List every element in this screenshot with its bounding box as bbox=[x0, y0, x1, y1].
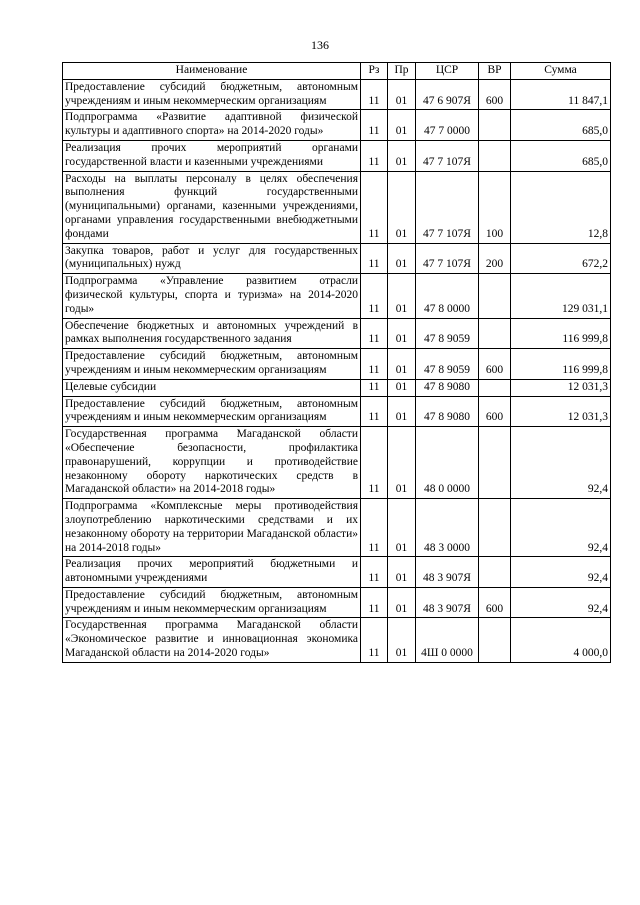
row-rz: 11 bbox=[361, 140, 388, 171]
row-sum: 685,0 bbox=[511, 140, 611, 171]
row-pr: 01 bbox=[388, 110, 416, 141]
row-csr: 47 8 9080 bbox=[416, 379, 479, 396]
row-vr bbox=[479, 140, 511, 171]
row-csr: 48 0 0000 bbox=[416, 427, 479, 499]
row-pr: 01 bbox=[388, 379, 416, 396]
row-csr: 48 3 907Я bbox=[416, 557, 479, 588]
row-pr: 01 bbox=[388, 243, 416, 274]
row-vr: 100 bbox=[479, 171, 511, 243]
row-name: Расходы на выплаты персоналу в целях обеспечения выполнения функций государственными (муниципальными) органами, казенными учреждениями, органами управления государственными внебюджетными фондами bbox=[63, 171, 361, 243]
header-pr: Пр bbox=[388, 63, 416, 80]
row-csr: 47 7 107Я bbox=[416, 243, 479, 274]
row-pr: 01 bbox=[388, 171, 416, 243]
row-rz: 11 bbox=[361, 110, 388, 141]
row-csr: 4Ш 0 0000 bbox=[416, 618, 479, 662]
row-rz: 11 bbox=[361, 396, 388, 427]
row-csr: 47 6 907Я bbox=[416, 79, 479, 110]
page-number: 136 bbox=[311, 38, 329, 52]
row-csr: 47 8 9059 bbox=[416, 318, 479, 349]
row-vr bbox=[479, 557, 511, 588]
row-csr: 47 8 9059 bbox=[416, 349, 479, 380]
header-sum: Сумма bbox=[511, 63, 611, 80]
row-pr: 01 bbox=[388, 396, 416, 427]
row-name: Предоставление субсидий бюджетным, автономным учреждениям и иным некоммерческим организациям bbox=[63, 79, 361, 110]
table-header-row bbox=[63, 63, 611, 80]
row-name: Реализация прочих мероприятий органами государственной власти и казенными учреждениями bbox=[63, 140, 361, 171]
row-csr: 47 7 107Я bbox=[416, 140, 479, 171]
row-name: Обеспечение бюджетных и автономных учреждений в рамках выполнения государственного задания bbox=[63, 318, 361, 349]
table-row bbox=[63, 110, 611, 141]
row-vr bbox=[479, 499, 511, 557]
row-sum: 672,2 bbox=[511, 243, 611, 274]
row-vr bbox=[479, 110, 511, 141]
row-rz: 11 bbox=[361, 379, 388, 396]
row-name: Целевые субсидии bbox=[63, 379, 361, 396]
row-name: Предоставление субсидий бюджетным, автономным учреждениям и иным некоммерческим организациям bbox=[63, 587, 361, 618]
row-rz: 11 bbox=[361, 274, 388, 318]
row-name: Подпрограмма «Комплексные меры противодействия злоупотреблению наркотическими средствами и их незаконному обороту на территории Магаданской области» на 2014-2018 годы» bbox=[63, 499, 361, 557]
table-row bbox=[63, 140, 611, 171]
row-pr: 01 bbox=[388, 557, 416, 588]
row-name: Предоставление субсидий бюджетным, автономным учреждениям и иным некоммерческим организациям bbox=[63, 396, 361, 427]
row-pr: 01 bbox=[388, 427, 416, 499]
row-name: Государственная программа Магаданской области «Экономическое развитие и инновационная экономика Магаданской области на 2014-2020 годы» bbox=[63, 618, 361, 662]
row-name: Государственная программа Магаданской области «Обеспечение безопасности, профилактика правонарушений, коррупции и противодействие незаконному обороту наркотических средств в Магаданской области» на 2014-2018 годы» bbox=[63, 427, 361, 499]
header-name: Наименование bbox=[63, 63, 361, 80]
row-csr: 48 3 0000 bbox=[416, 499, 479, 557]
table-row bbox=[63, 274, 611, 318]
table-row bbox=[63, 318, 611, 349]
row-csr: 47 8 0000 bbox=[416, 274, 479, 318]
table-row bbox=[63, 499, 611, 557]
table-row bbox=[63, 171, 611, 243]
row-sum: 92,4 bbox=[511, 499, 611, 557]
table-row bbox=[63, 396, 611, 427]
table-row bbox=[63, 79, 611, 110]
row-vr: 600 bbox=[479, 587, 511, 618]
row-name: Подпрограмма «Развитие адаптивной физической культуры и адаптивного спорта» на 2014-2020 годы» bbox=[63, 110, 361, 141]
table-row bbox=[63, 618, 611, 662]
row-name: Предоставление субсидий бюджетным, автономным учреждениям и иным некоммерческим организациям bbox=[63, 349, 361, 380]
header-rz: Рз bbox=[361, 63, 388, 80]
row-csr: 47 7 0000 bbox=[416, 110, 479, 141]
row-pr: 01 bbox=[388, 318, 416, 349]
header-csr: ЦСР bbox=[416, 63, 479, 80]
row-vr: 200 bbox=[479, 243, 511, 274]
row-pr: 01 bbox=[388, 618, 416, 662]
row-pr: 01 bbox=[388, 587, 416, 618]
table-row bbox=[63, 243, 611, 274]
row-name: Реализация прочих мероприятий бюджетными и автономными учреждениями bbox=[63, 557, 361, 588]
row-sum: 92,4 bbox=[511, 427, 611, 499]
row-csr: 47 8 9080 bbox=[416, 396, 479, 427]
row-rz: 11 bbox=[361, 618, 388, 662]
row-vr: 600 bbox=[479, 79, 511, 110]
row-rz: 11 bbox=[361, 318, 388, 349]
row-pr: 01 bbox=[388, 349, 416, 380]
row-pr: 01 bbox=[388, 140, 416, 171]
row-pr: 01 bbox=[388, 274, 416, 318]
row-sum: 4 000,0 bbox=[511, 618, 611, 662]
row-vr bbox=[479, 427, 511, 499]
row-rz: 11 bbox=[361, 79, 388, 110]
table-row bbox=[63, 427, 611, 499]
row-sum: 92,4 bbox=[511, 587, 611, 618]
row-vr: 600 bbox=[479, 349, 511, 380]
row-sum: 685,0 bbox=[511, 110, 611, 141]
row-pr: 01 bbox=[388, 79, 416, 110]
row-csr: 48 3 907Я bbox=[416, 587, 479, 618]
row-vr: 600 bbox=[479, 396, 511, 427]
row-rz: 11 bbox=[361, 587, 388, 618]
header-vr: ВР bbox=[479, 63, 511, 80]
row-vr bbox=[479, 379, 511, 396]
row-sum: 11 847,1 bbox=[511, 79, 611, 110]
row-vr bbox=[479, 274, 511, 318]
row-vr bbox=[479, 618, 511, 662]
table-row bbox=[63, 557, 611, 588]
row-rz: 11 bbox=[361, 349, 388, 380]
row-rz: 11 bbox=[361, 557, 388, 588]
row-csr: 47 7 107Я bbox=[416, 171, 479, 243]
table-row bbox=[63, 379, 611, 396]
row-pr: 01 bbox=[388, 499, 416, 557]
row-sum: 92,4 bbox=[511, 557, 611, 588]
row-sum: 129 031,1 bbox=[511, 274, 611, 318]
row-vr bbox=[479, 318, 511, 349]
budget-table bbox=[62, 62, 611, 663]
row-rz: 11 bbox=[361, 243, 388, 274]
row-sum: 12,8 bbox=[511, 171, 611, 243]
row-name: Закупка товаров, работ и услуг для государственных (муниципальных) нужд bbox=[63, 243, 361, 274]
row-sum: 116 999,8 bbox=[511, 349, 611, 380]
row-rz: 11 bbox=[361, 171, 388, 243]
row-name: Подпрограмма «Управление развитием отрасли физической культуры, спорта и туризма» на 2014-2020 годы» bbox=[63, 274, 361, 318]
row-rz: 11 bbox=[361, 427, 388, 499]
row-sum: 12 031,3 bbox=[511, 396, 611, 427]
table-row bbox=[63, 349, 611, 380]
row-sum: 116 999,8 bbox=[511, 318, 611, 349]
table-row bbox=[63, 587, 611, 618]
row-sum: 12 031,3 bbox=[511, 379, 611, 396]
row-rz: 11 bbox=[361, 499, 388, 557]
